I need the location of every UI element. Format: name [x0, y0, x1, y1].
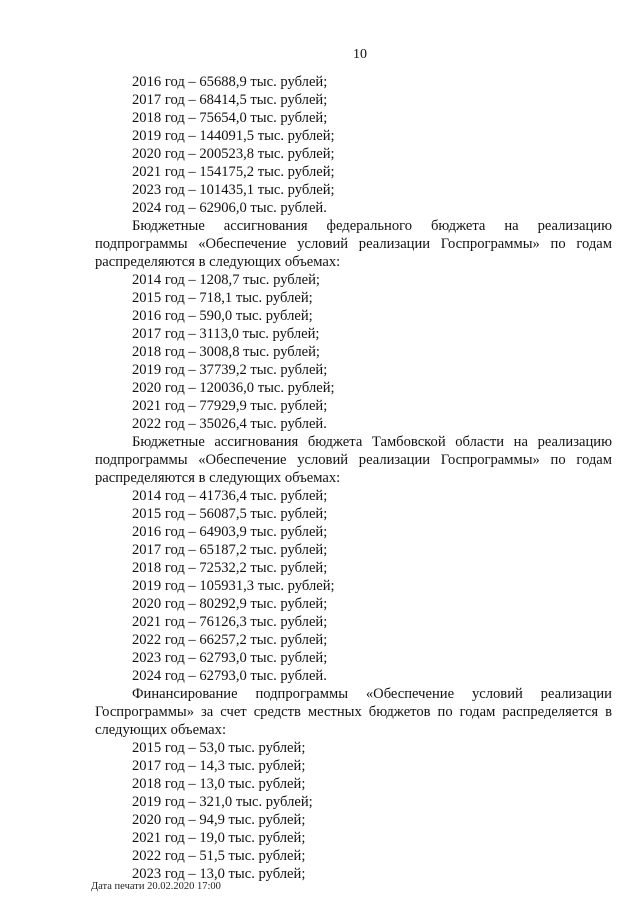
list-item: 2016 год – 590,0 тыс. рублей;: [132, 308, 313, 324]
list-item: 2015 год – 56087,5 тыс. рублей;: [132, 506, 328, 522]
print-date: Дата печати 20.02.2020 17:00: [91, 881, 221, 892]
list-item: 2019 год – 321,0 тыс. рублей;: [132, 794, 313, 810]
list-block-federal: [95, 271, 612, 433]
list-item: 2017 год – 3113,0 тыс. рублей;: [132, 326, 320, 342]
paragraph-regional-budget: Бюджетные ассигнования бюджета Тамбовской области на реализацию подпрограммы «Обеспечение условий реализации Госпрограммы» по годам распределяются в следующих объемах:: [95, 434, 612, 486]
list-item: 2018 год – 72532,2 тыс. рублей;: [132, 560, 328, 576]
list-item: 2018 год – 75654,0 тыс. рублей;: [132, 110, 328, 126]
paragraph-local-budgets: Финансирование подпрограммы «Обеспечение условий реализации Госпрограммы» за счет средств местных бюджетов по годам распределяется в следующих объемах:: [95, 686, 612, 738]
list-item: 2017 год – 14,3 тыс. рублей;: [132, 758, 306, 774]
list-item: 2017 год – 65187,2 тыс. рублей;: [132, 542, 328, 558]
list-item: 2020 год – 94,9 тыс. рублей;: [132, 812, 306, 828]
list-block-local: [95, 739, 612, 883]
list-item: 2016 год – 65688,9 тыс. рублей;: [132, 74, 328, 90]
list-item: 2020 год – 120036,0 тыс. рублей;: [132, 380, 335, 396]
list-item: 2023 год – 62793,0 тыс. рублей;: [132, 650, 328, 666]
list-item: 2024 год – 62793,0 тыс. рублей.: [132, 668, 327, 684]
paragraph-federal-budget: Бюджетные ассигнования федерального бюджета на реализацию подпрограммы «Обеспечение условий реализации Госпрограммы» по годам распределяются в следующих объемах:: [95, 218, 612, 270]
list-item: 2014 год – 41736,4 тыс. рублей;: [132, 488, 328, 504]
list-item: 2023 год – 101435,1 тыс. рублей;: [132, 182, 335, 198]
list-item: 2019 год – 105931,3 тыс. рублей;: [132, 578, 335, 594]
list-item: 2019 год – 37739,2 тыс. рублей;: [132, 362, 328, 378]
page-number: 10: [353, 47, 367, 62]
list-item: 2020 год – 80292,9 тыс. рублей;: [132, 596, 328, 612]
list-item: 2022 год – 35026,4 тыс. рублей.: [132, 416, 327, 432]
list-item: 2023 год – 13,0 тыс. рублей;: [132, 866, 306, 882]
list-item: 2014 год – 1208,7 тыс. рублей;: [132, 272, 320, 288]
list-item: 2021 год – 76126,3 тыс. рублей;: [132, 614, 328, 630]
list-block-total: [95, 73, 612, 217]
list-item: 2019 год – 144091,5 тыс. рублей;: [132, 128, 335, 144]
list-item: 2020 год – 200523,8 тыс. рублей;: [132, 146, 335, 162]
list-item: 2015 год – 718,1 тыс. рублей;: [132, 290, 313, 306]
list-item: 2022 год – 66257,2 тыс. рублей;: [132, 632, 328, 648]
list-item: 2018 год – 3008,8 тыс. рублей;: [132, 344, 320, 360]
list-item: 2021 год – 19,0 тыс. рублей;: [132, 830, 306, 846]
list-item: 2015 год – 53,0 тыс. рублей;: [132, 740, 306, 756]
list-item: 2022 год – 51,5 тыс. рублей;: [132, 848, 306, 864]
list-item: 2021 год – 77929,9 тыс. рублей;: [132, 398, 328, 414]
list-item: 2016 год – 64903,9 тыс. рублей;: [132, 524, 328, 540]
list-block-regional: [95, 487, 612, 685]
list-item: 2024 год – 62906,0 тыс. рублей.: [132, 200, 327, 216]
list-item: 2017 год – 68414,5 тыс. рублей;: [132, 92, 328, 108]
list-item: 2018 год – 13,0 тыс. рублей;: [132, 776, 306, 792]
list-item: 2021 год – 154175,2 тыс. рублей;: [132, 164, 335, 180]
document-body: [95, 73, 612, 883]
